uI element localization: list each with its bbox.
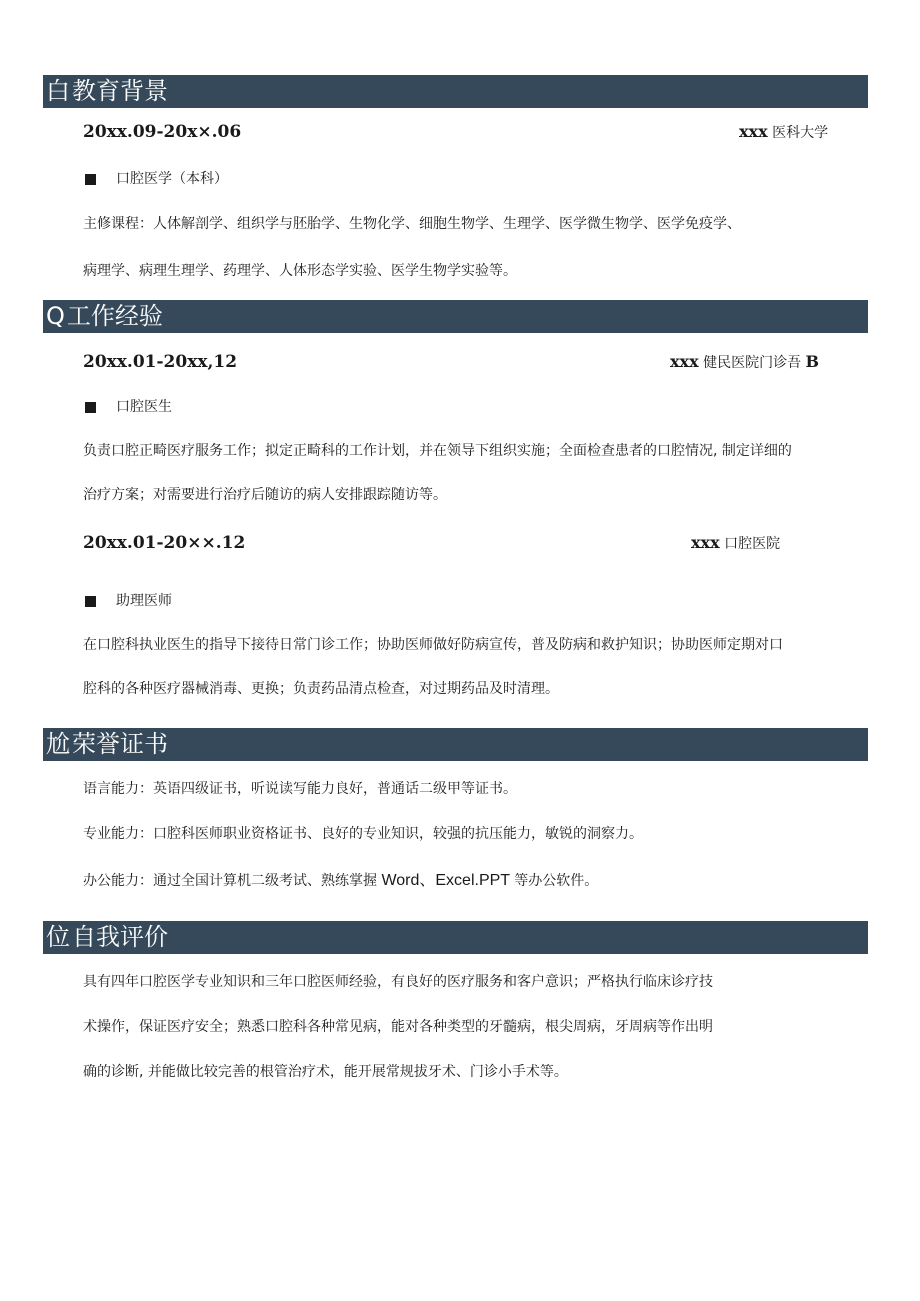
courses-line-2: 病理学、病理生理学、药理学、人体形态学实验、医学生物学实验等。: [83, 263, 517, 279]
job-1-desc-line-1: 负责口腔正畸医疗服务工作；拟定正畸科的工作计划，并在领导下组织实施；全面检查患者的口腔情况, 制定详细的: [83, 443, 792, 459]
section-header-self-eval: [43, 921, 868, 954]
job-2-org: [691, 533, 780, 554]
section-header-honors: [43, 728, 868, 761]
work-header-icon: Q: [46, 302, 65, 330]
role-label: 口腔医生: [116, 399, 172, 415]
honor-professional: 专业能力：口腔科医师职业资格证书、良好的专业知识，较强的抗压能力，敏锐的洞察力。: [83, 826, 643, 842]
education-header-icon: 白: [46, 77, 70, 105]
self-eval-header-icon: 位: [46, 923, 70, 951]
self-eval-line-2: 术操作，保证医疗安全；熟悉口腔科各种常见病，能对各种类型的牙髓病，根尖周病，牙周病等作出明: [83, 1019, 713, 1035]
org-suffix: B: [805, 352, 820, 371]
office-prefix: 办公能力：通过全国计算机二级考试、熟练掌握: [83, 873, 377, 889]
office-software: Word、Excel.PPT: [377, 872, 515, 889]
degree-label: 口腔医学（本科）: [116, 171, 228, 187]
office-suffix: 等办公软件。: [514, 873, 599, 889]
education-degree: [85, 169, 228, 189]
square-bullet-icon: [85, 402, 96, 413]
org-prefix: xxx: [739, 122, 768, 141]
education-org: [739, 122, 828, 143]
self-eval-line-1: 具有四年口腔医学专业知识和三年口腔医师经验，有良好的医疗服务和客户意识；严格执行临床诊疗技: [83, 974, 713, 990]
job-2-desc-line-2: 腔科的各种医疗器械消毒、更换；负责药品清点检查，对过期药品及时清理。: [83, 681, 559, 697]
section-title: 自我评价: [72, 923, 168, 951]
section-header-education: [43, 75, 868, 108]
self-eval-line-3: 确的诊断, 并能做比较完善的根管治疗术，能开展常规拔牙术、门诊小手术等。: [83, 1064, 568, 1080]
honors-header-icon: 尬: [46, 730, 70, 758]
square-bullet-icon: [85, 174, 96, 185]
job-1-date: 20xx.01-20xx,12: [83, 352, 238, 372]
job-1-role: [85, 397, 172, 417]
org-name: 口腔医院: [724, 536, 781, 552]
education-date: 20xx.09-20x×.06: [83, 122, 242, 142]
job-2-date: 20xx.01-20××.12: [83, 533, 246, 553]
role-label: 助理医师: [116, 593, 172, 609]
section-title: 荣誉证书: [72, 730, 168, 758]
job-2-desc-line-1: 在口腔科执业医生的指导下接待日常门诊工作；协助医师做好防病宣传，普及防病和救护知识；协助医师定期对口: [83, 637, 783, 653]
org-name: 医科大学: [772, 125, 829, 141]
section-title: 工作经验: [66, 302, 163, 330]
honor-office: [83, 871, 598, 891]
honor-language: 语言能力：英语四级证书，听说读写能力良好，普通话二级甲等证书。: [83, 781, 517, 797]
courses-line-1: 主修课程：人体解剖学、组织学与胚胎学、生物化学、细胞生物学、生理学、医学微生物学、医学免疫学、: [83, 216, 741, 232]
job-2-role: [85, 591, 172, 611]
org-prefix: xxx: [691, 533, 720, 552]
section-header-work: [43, 300, 868, 333]
square-bullet-icon: [85, 596, 96, 607]
job-1-desc-line-2: 治疗方案；对需要进行治疗后随访的病人安排跟踪随访等。: [83, 487, 447, 503]
job-1-org: [670, 352, 819, 373]
org-prefix: xxx: [670, 352, 699, 371]
org-name: 健民医院门诊吾: [703, 355, 802, 371]
section-title: 教育背景: [72, 77, 168, 105]
